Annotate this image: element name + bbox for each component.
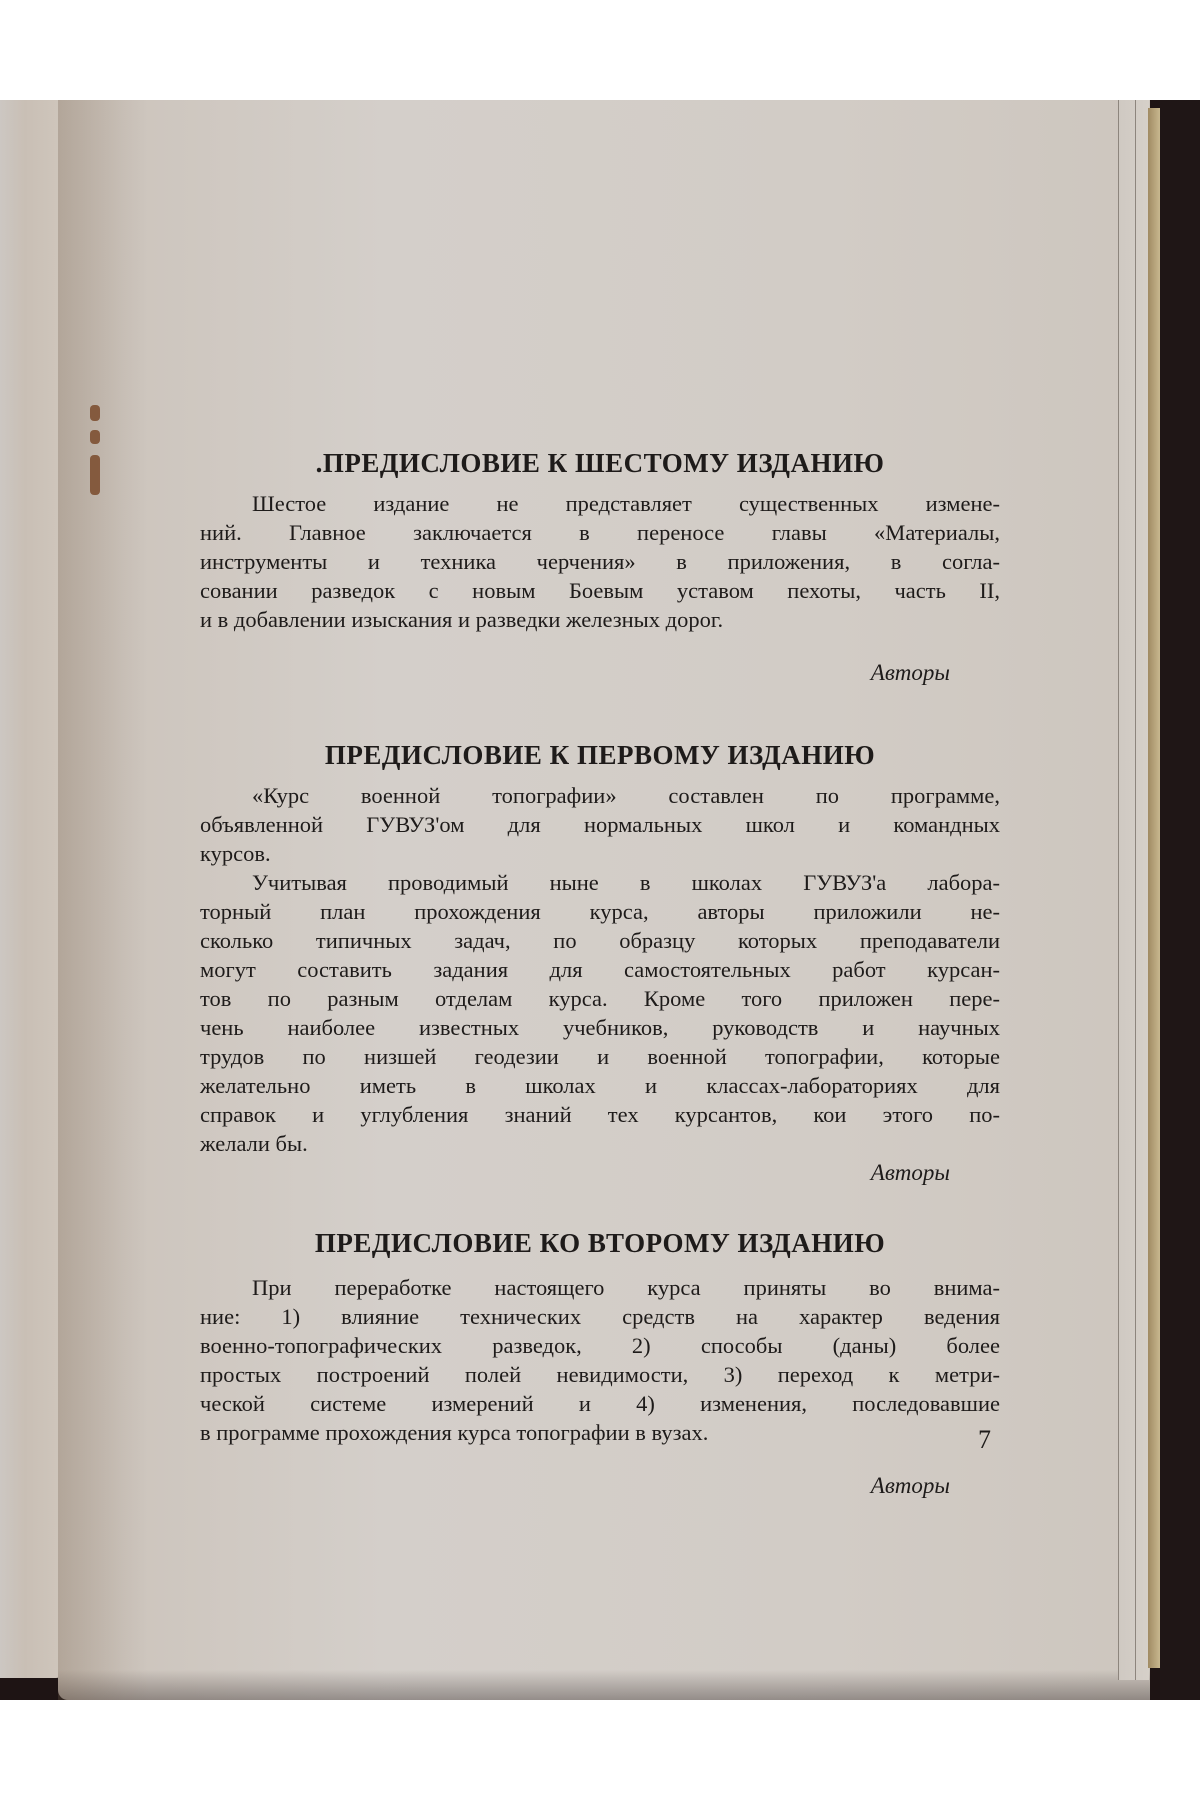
paragraph: Шестое издание не представляет существенных измене- ний. Главное заключается в переносе главы «Материалы, инструменты и техника черчения» в приложения, в согла- совании разведок с новым Боевым уставом пехоты, часть II, и в добавлении изыскания и разведки железных дорог. [200, 491, 1000, 632]
left-page-edge [0, 100, 62, 1678]
section-heading: ПРЕДИСЛОВИЕ КО ВТОРОМУ ИЗДАНИЮ [314, 1228, 886, 1258]
section-heading: ПРЕДИСЛОВИЕ К ПЕРВОМУ ИЗДАНИЮ [324, 740, 876, 770]
page-stain [90, 430, 100, 444]
preface-second-edition [200, 1228, 1000, 1499]
preface-first-edition [200, 740, 1000, 1186]
book-cover-edge [1148, 108, 1160, 1668]
page-stack-edge [1118, 100, 1149, 1680]
paragraph: При переработке настоящего курса приняты во внима- ние: 1) влияние технических средств на характер ведения военно-топографических разведок, 2) способы (даны) более простых построений полей невидимости, 3) переход к метри- ческой системе измерений и 4) изменения, последовавшие в программе прохождения курса топографии в вузах. [200, 1275, 1000, 1445]
gutter-shadow [58, 100, 148, 1700]
signature: Авторы [870, 1160, 950, 1185]
page-stain [90, 405, 100, 421]
section-heading: .ПРЕДИСЛОВИЕ К ШЕСТОМУ ИЗДАНИЮ [315, 448, 885, 478]
background-dark [1160, 100, 1200, 1700]
preface-sixth-edition [200, 448, 1000, 686]
signature: Авторы [870, 660, 950, 685]
page-number: 7 [978, 1425, 991, 1454]
signature: Авторы [870, 1473, 950, 1498]
paragraph: «Курс военной топографии» составлен по программе, объявленной ГУВУЗ'ом для нормальных школ и командных курсов. [200, 783, 1000, 866]
page-stain [90, 455, 100, 495]
paragraph: Учитывая проводимый ныне в школах ГУВУЗ'а лабора- торный план прохождения курса, авторы приложили не- сколько типичных задач, по образцу которых преподаватели могут составить задания для самостоятельных работ курсан- тов по разным отделам курса. Кроме того приложен пере- чень наиболее известных учебников, руководств и научных трудов по низшей геодезии и военной топографии, которые желательно иметь в школах и классах-лабораториях для справок и углубления знаний тех курсантов, кои этого по- желали бы. [200, 870, 1000, 1156]
